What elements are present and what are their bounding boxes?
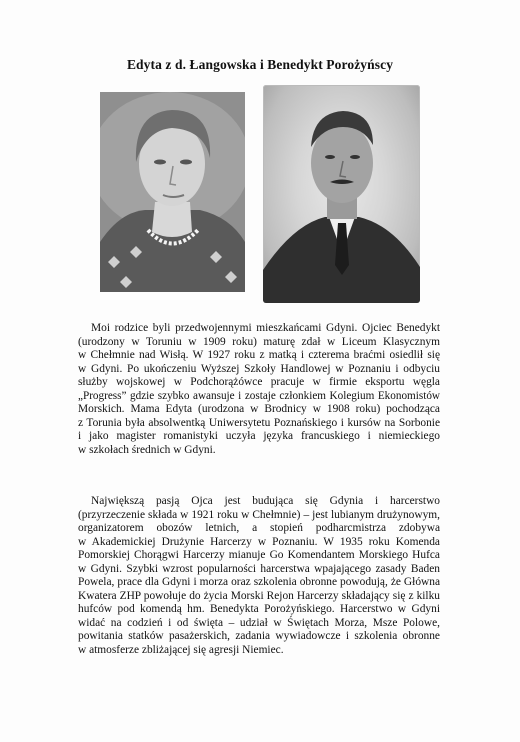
text-line: i jako magister romanistyki uczyła języka francuskiego i niemieckiego [78,430,440,442]
text-line: Pomorskiej Chorągwi Harcerzy mianuje Go Komendantem Morskiego Hufca [78,549,440,561]
text-line: Kwatera ZHP powołuje do życia Morski Rejon Harcerzy składający się z kilku [78,589,440,602]
text-line: w szkołach średnich w Gdyni. [78,443,216,456]
text-line: Morskich. Mama Edyta (urodzona w Brodnicy w 1908 roku) pochodząca [78,403,440,415]
paragraph-parents [78,322,440,457]
text-line: w Gdyni. Po ukończeniu Wyższej Szkoły Handlowej w Poznaniu i odbyciu [78,362,440,375]
text-line: Powela, prace dla Gdyni i morza oraz szkolenia obronne powodują, że Główna [78,576,440,588]
text-line: w Chełmnie nad Wisłą. W 1927 roku z matką i czterema braćmi osiedlił się [78,349,440,361]
text-line: w Gdyni. Szybki wzrost popularności harcerstwa wpajającego zasady Baden [78,562,440,575]
text-line: (przyrzeczenie składa w 1921 roku w Chełmnie) – jest lubianym drużynowym, [78,508,440,521]
text-line: organizatorem obozów letnich, a stopień podharcmistrza zdobywa [78,522,440,534]
text-line: hufców pod komendą hm. Benedykta Porożyńskiego. Harcerstwo w Gdyni [78,603,440,615]
text-line: widać na codzień i od święta – udział w Świętach Morza, Msze Polowe, [78,616,440,629]
text-line: (urodzony w Toruniu w 1909 roku) maturę zdał w Liceum Klasycznym [78,335,440,348]
portrait-photo-woman [100,92,245,292]
text-line: w atmosferze zbliżającej się agresji Niemiec. [78,643,284,656]
text-line: w Akademickiej Drużynie Harcerzy w Poznaniu. W 1935 roku Komenda [78,535,440,548]
text-line: Moi rodzice byli przedwojennymi mieszkańcami Gdyni. Ojciec Benedykt [91,322,440,334]
text-line: służby wojskowej w Podchorążówce pracuje w firmie eksportu węgla [78,376,440,388]
text-line: z Torunia była absolwentką Uniwersytetu Poznańskiego i kursów na Sorbonie [78,416,440,429]
text-line: powitania statków pasażerskich, zadania wywiadowcze i szkolenia obronne [78,630,440,642]
text-line: „Progress” gdzie szybko awansuje i zostaje członkiem Kolegium Ekonomistów [78,389,440,402]
paragraph-scouting [78,495,440,657]
text-line: Największą pasją Ojca jest budująca się Gdynia i harcerstwo [91,495,440,507]
portrait-photo-man [263,85,420,303]
page-title: Edyta z d. Łangowska i Benedykt Porożyńscy [126,57,394,72]
